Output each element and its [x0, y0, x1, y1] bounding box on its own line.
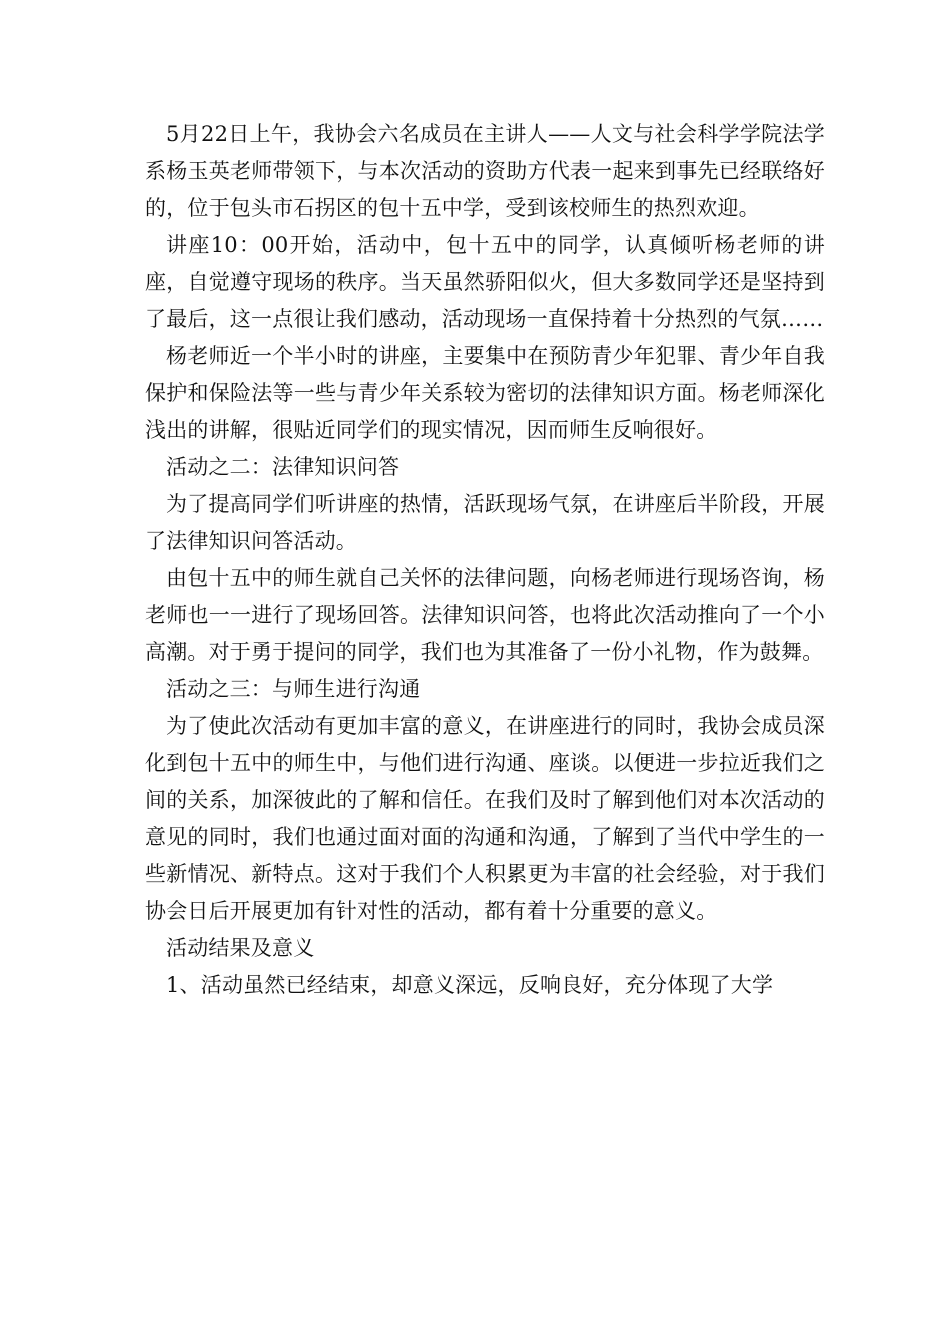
- document-body: [145, 116, 825, 1004]
- paragraph-lecture: 讲座10：00开始，活动中，包十五中的同学，认真倾听杨老师的讲座，自觉遵守现场的秩序。当天虽然骄阳似火，但大多数同学还是坚持到了最后，这一点很让我们感动，活动现场一直保持着十分热烈的气氛……: [145, 233, 825, 331]
- paragraph-quiz-intro: 为了提高同学们听讲座的热情，活跃现场气氛，在讲座后半阶段，开展了法律知识问答活动。: [145, 492, 825, 553]
- paragraph-lecture-content: 杨老师近一个半小时的讲座，主要集中在预防青少年犯罪、青少年自我保护和保险法等一些与青少年关系较为密切的法律知识方面。杨老师深化浅出的讲解，很贴近同学们的现实情况，因而师生反响很好。: [145, 344, 825, 442]
- paragraph-opening: 5月22日上午，我协会六名成员在主讲人——人文与社会科学学院法学系杨玉英老师带领下，与本次活动的资助方代表一起来到事先已经联络好的，位于包头市石拐区的包十五中学，受到该校师生的热烈欢迎。: [145, 122, 825, 220]
- paragraph-quiz-detail: 由包十五中的师生就自己关怀的法律问题，向杨老师进行现场咨询，杨老师也一一进行了现场回答。法律知识问答，也将此次活动推向了一个小高潮。对于勇于提问的同学，我们也为其准备了一份小礼物，作为鼓舞。: [145, 566, 825, 664]
- paragraph-result-one: 1、活动虽然已经结束，却意义深远，反响良好，充分体现了大学: [166, 973, 774, 997]
- paragraph-communication: 为了使此次活动有更加丰富的意义，在讲座进行的同时，我协会成员深化到包十五中的师生中，与他们进行沟通、座谈。以便进一步拉近我们之间的关系，加深彼此的了解和信任。在我们及时了解到他们对本次活动的意见的同时，我们也通过面对面的沟通和沟通，了解到了当代中学生的一些新情况、新特点。这对于我们个人积累更为丰富的社会经验，对于我们协会日后开展更加有针对性的活动，都有着十分重要的意义。: [145, 714, 825, 923]
- section-heading-activity-three: 活动之三：与师生进行沟通: [166, 677, 421, 701]
- section-heading-activity-two: 活动之二：法律知识问答: [166, 455, 400, 479]
- section-heading-results: 活动结果及意义: [166, 936, 315, 960]
